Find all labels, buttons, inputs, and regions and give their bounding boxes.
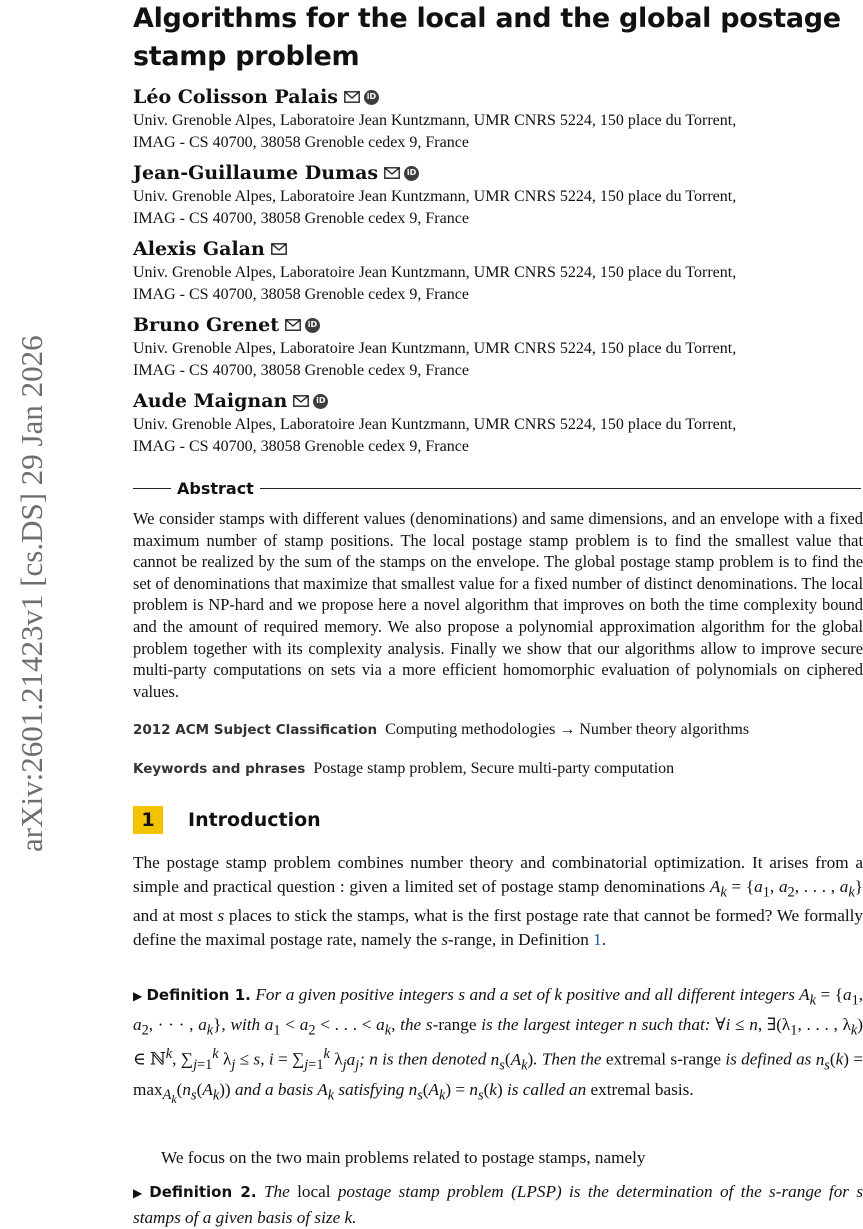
affiliation-line: Univ. Grenoble Alpes, Laboratoire Jean Kuntzmann, UMR CNRS 5224, 150 place du Torrent, — [133, 112, 737, 129]
mail-icon[interactable] — [285, 319, 301, 331]
keywords-label: Keywords and phrases — [133, 761, 306, 777]
definition-label: ▶ Definition 1. — [133, 986, 251, 1004]
affiliation-line: Univ. Grenoble Alpes, Laboratoire Jean Kuntzmann, UMR CNRS 5224, 150 place du Torrent, — [133, 188, 737, 205]
mail-icon[interactable] — [293, 395, 309, 407]
orcid-icon[interactable]: iD — [364, 90, 379, 105]
definition-1: ▶ Definition 1. For a given positive integers s and a set of k positive and all different integers $A_k = \{a_1$, $a_2$, · · · , $a_k$}, with $a_1 < a_2$ < . . . < $a_k$, the s-range is the largest integer n such that: ∀i ≤ n, $\exists(\lambda_1$, . . . , $\lambda_k$) ∈ ℕ$^k$, $\sum_{j=1}^k$ $\lambda_j \le s$, $i = \sum_{j=1}^k$ $\lambda_ja_j$; n is then denoted $n_s(A_k)$. Then the extremal s-range is defined as $n_s(k) = \max_{A_k}(n_s(A_k))$ and a basis $A_k$ satisfying $n_s(A_k) = n_s(k)$ is called an extremal basis. — [133, 985, 863, 1106]
orcid-icon[interactable]: iD — [313, 394, 328, 409]
abstract-text: We consider stamps with different values (denominations) and same dimensions, and an envelope with a fixed maximum number of stamp positions. The local postage stamp problem is to find the smallest value that cannot be realized by the sum of the stamps on the envelope. The global postage stamp problem is to find the set of denominations that maximize that smallest value for a fixed number of distinct denominations. The local problem is NP-hard and we propose here a novel algorithm that improves on both the time complexity bound and the amount of required memory. We also propose a polynomial approximation algorithm for the global problem together with its complexity analysis. Finally we show that our algorithms allow to improve secure multi-party computations on sets via a more efficient homomorphic evaluation of polynomials on ciphered values. — [133, 509, 863, 701]
keywords — [133, 758, 863, 780]
author-block — [133, 236, 863, 306]
author-name: Léo Colisson Palais — [133, 86, 338, 108]
affiliation-line: Univ. Grenoble Alpes, Laboratoire Jean Kuntzmann, UMR CNRS 5224, 150 place du Torrent, — [133, 264, 737, 281]
abstract-heading — [133, 478, 861, 498]
mail-icon[interactable] — [271, 243, 287, 255]
mail-icon[interactable] — [384, 167, 400, 179]
acm-label: 2012 ACM Subject Classification — [133, 722, 378, 738]
definition-label: ▶ Definition 2. — [133, 1183, 257, 1201]
section-heading — [133, 806, 321, 834]
focus-paragraph: We focus on the two main problems related to postage stamps, namely — [161, 1148, 646, 1167]
author-block — [133, 388, 863, 458]
divider — [260, 488, 861, 489]
affiliation-line: IMAG - CS 40700, 38058 Grenoble cedex 9, France — [133, 438, 469, 455]
affiliation-line: Univ. Grenoble Alpes, Laboratoire Jean Kuntzmann, UMR CNRS 5224, 150 place du Torrent, — [133, 416, 737, 433]
author-name: Alexis Galan — [133, 238, 265, 260]
orcid-icon[interactable]: iD — [404, 166, 419, 181]
section-number: 1 — [133, 806, 163, 834]
triangle-icon: ▶ — [133, 1186, 146, 1200]
intro-paragraph: The postage stamp problem combines number theory and combinatorial optimization. It arises from a simple and practical question : given a limited set of postage stamp denominations $A_k = \{a_1$, $a_2$, . . . , $a_k$} and at most s places to stick the stamps, what is the first postage rate that cannot be formed? We formally define the maximal postage rate, namely the s-range, in Definition 1. — [133, 853, 863, 949]
author-name: Jean-Guillaume Dumas — [133, 162, 379, 184]
divider — [133, 488, 171, 489]
acm-classification — [133, 719, 863, 741]
author-name: Bruno Grenet — [133, 314, 279, 336]
arxiv-identifier: arXiv:2601.21423v1 [cs.DS] 29 Jan 2026 — [14, 335, 49, 852]
affiliation-line: IMAG - CS 40700, 38058 Grenoble cedex 9, France — [133, 362, 469, 379]
definition-2: ▶ Definition 2. The local postage stamp problem (LPSP) is the determination of the s-range for s stamps of a given basis of size k. — [133, 1182, 863, 1227]
acm-value: Computing methodologies → Number theory algorithms — [385, 721, 750, 738]
author-block — [133, 312, 863, 382]
abstract-label: Abstract — [177, 478, 254, 498]
author-block — [133, 84, 863, 154]
paper-title: Algorithms for the local and the global postage stamp problem — [133, 3, 841, 72]
mail-icon[interactable] — [344, 91, 360, 103]
definition-link[interactable]: 1 — [593, 929, 602, 949]
affiliation-line: Univ. Grenoble Alpes, Laboratoire Jean Kuntzmann, UMR CNRS 5224, 150 place du Torrent, — [133, 340, 737, 357]
keywords-value: Postage stamp problem, Secure multi-party computation — [313, 760, 675, 777]
triangle-icon: ▶ — [133, 989, 143, 1003]
affiliation-line: IMAG - CS 40700, 38058 Grenoble cedex 9, France — [133, 210, 469, 227]
author-name: Aude Maignan — [133, 390, 288, 412]
section-title: Introduction — [188, 809, 321, 831]
affiliation-line: IMAG - CS 40700, 38058 Grenoble cedex 9, France — [133, 134, 469, 151]
affiliation-line: IMAG - CS 40700, 38058 Grenoble cedex 9, France — [133, 286, 469, 303]
orcid-icon[interactable]: iD — [305, 318, 320, 333]
author-block — [133, 160, 863, 230]
